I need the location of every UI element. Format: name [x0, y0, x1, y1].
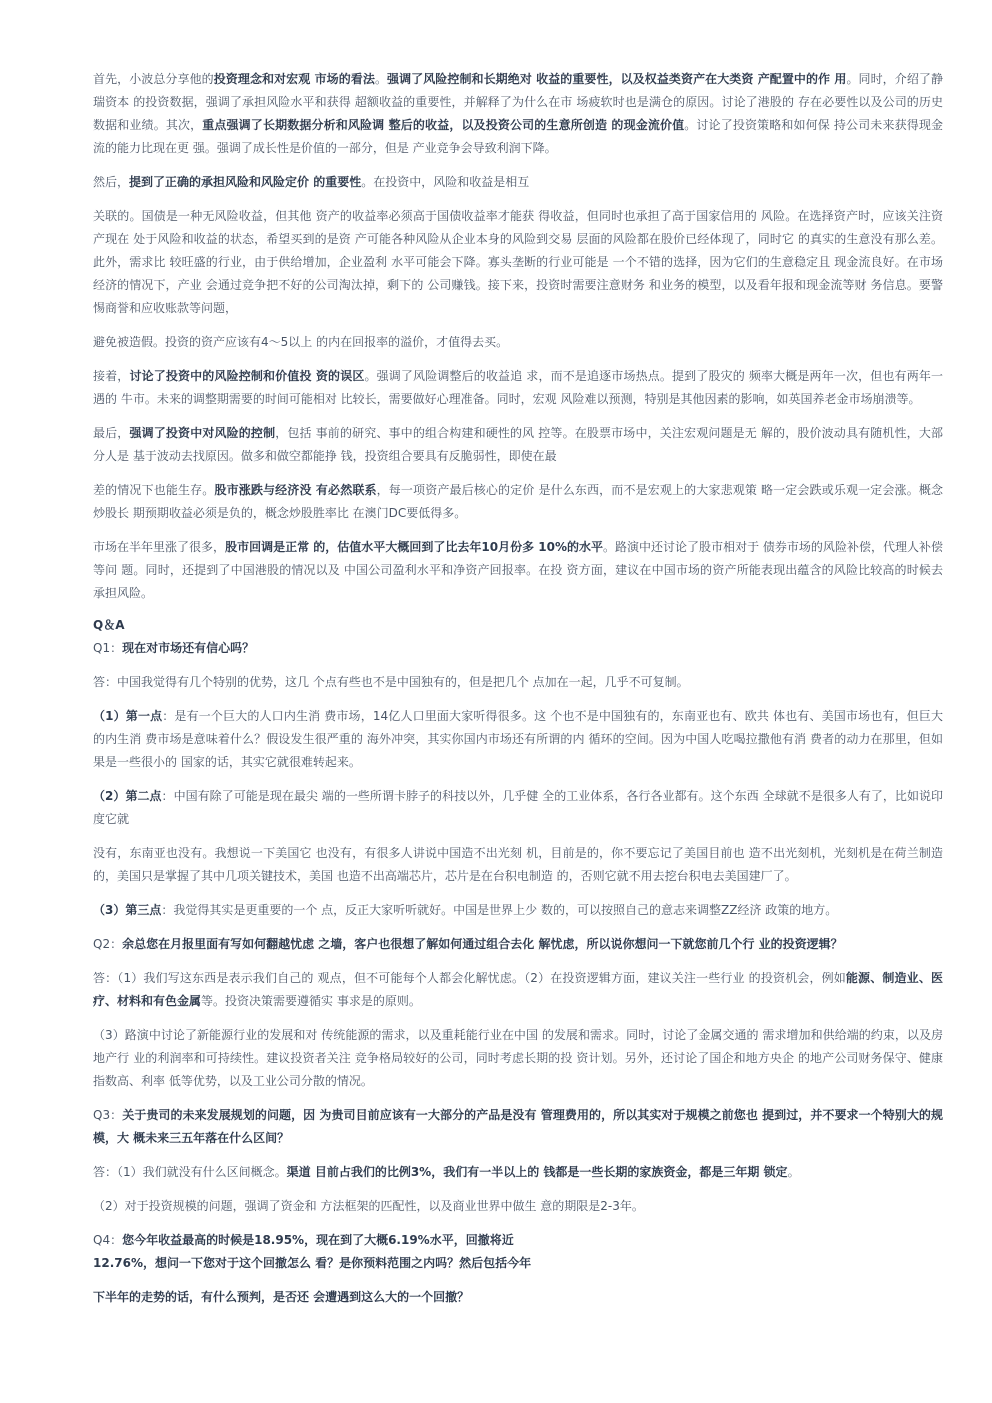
text-run: ，每一项资产最后核心的定价 是什么东西，而不是宏观上的大家悲观策 略一定会跌或乐观一定会涨。概念炒股长 期预期收益必须是负的，概念炒股胜率比 在澳门DC要低得多。 [93, 483, 943, 520]
paragraph [93, 785, 943, 831]
bold-text: 能源、制造业、医疗、材料和有色金属 [93, 971, 943, 1008]
bold-text: 12.76%，想问一下您对于这个回撤怎么 看？是你预料范围之内吗？然后包括今年 [93, 1256, 532, 1270]
text-run: Q3： [93, 1108, 123, 1122]
text-run: 。强调了风险调整后的收益追 求，而不是追逐市场热点。提到了股灾的 频率大概是两年一次，但也有两年一遇的 牛市。未来的调整期需要的时间可能相对 比较长，需要做好心理准备。同时，宏观 风险难以预测，特别是其他因素的影响，如英国养老金市场崩溃等。 [93, 369, 943, 406]
bold-text: 余总您在月报里面有写如何翻越忧虑 之墙，客户也很想了解如何通过组合去化 解忧虑，所以说你想问一下就您前几个行 业的投资逻辑？ [122, 937, 843, 951]
bold-text: 关于贵司的未来发展规划的问题，因 为贵司目前应该有一大部分的产品是没有 管理费用的，所以其实对于规模之前您也 提到过，并不要求一个特别大的规模，大 概未来三五年落在什么区间？ [93, 1108, 943, 1145]
paragraph [93, 205, 943, 320]
text-run: （2）对于投资规模的问题，强调了资金和 方法框架的匹配性，以及商业世界中做生 意的期限是2-3年。 [93, 1199, 644, 1213]
bold-text: 您今年收益最高的时候是18.95%，现在到了大概6.19%水平，回撤将近 [122, 1233, 514, 1247]
text-run: 没有，东南亚也没有。我想说一下美国它 也没有，有很多人讲说中国造不出光刻 机，目前是的，你不要忘记了美国目前也 造不出光刻机，光刻机是在荷兰制造的，美国只是掌握了其中几项关键技术，美国 也造不出高端芯片，芯片是在台积电制造 的，否则它就不用去挖台积电去美国建厂了。 [93, 846, 943, 883]
bold-text: 下半年的走势的话，有什么预判，是否还 会遭遇到这么大的一个回撤？ [93, 1290, 470, 1304]
text-run: 首先，小波总分享他的 [93, 72, 214, 86]
bold-text: （1）第一点 [93, 709, 163, 723]
paragraph [93, 331, 943, 354]
paragraph [93, 536, 943, 605]
bold-text: 渠道 目前占我们的比例3%，我们有一半以上的 钱都是一些长期的家族资金，都是三年期 锁定 [286, 1165, 788, 1179]
paragraph [93, 365, 943, 411]
bold-text: 现在对市场还有信心吗？ [122, 641, 255, 655]
paragraph [93, 1161, 943, 1184]
bold-text: 股市回调是正常 的，估值水平大概回到了比去年10月份多 10%的水平 [225, 540, 604, 554]
bold-text: （2）第二点 [93, 789, 162, 803]
text-run: 市场在半年里涨了很多， [93, 540, 226, 554]
text-run: 等。投资决策需要遵循实 事求是的原则。 [201, 994, 421, 1008]
text-run: （3）路演中讨论了新能源行业的发展和对 传统能源的需求，以及重耗能行业在中国 的发展和需求。同时，讨论了金属交通的 需求增加和供给端的约束，以及房地产行 业的利润率和可持续性。建议投资者关注 竞争格局较好的公司，同时考虑长期的投 资计划。另外，还讨论了国企和地方央企 的地产公司财务保守、健康指数高、利率 低等优势，以及工业公司分散的情况。 [93, 1028, 943, 1088]
paragraph [93, 479, 943, 525]
text-run: 。同时，介绍了静瑞资本 的投资数据，强调了承担风险水平和获得 超额收益的重要性，并解释了为什么在市 场疲软时也是满仓的原因。讨论了港股的 存在必要性以及公司的历史数据和业绩。其次， [93, 72, 943, 132]
bold-text: 重点强调了长期数据分析和风险调 整后的收益，以及投资公司的生意所创造 的现金流价值 [202, 118, 685, 132]
text-run: 。 [787, 1165, 800, 1179]
paragraph [93, 1024, 943, 1093]
paragraph [93, 422, 943, 468]
text-run: 接着， [93, 369, 130, 383]
text-run: ，包括 事前的研究、事中的组合构建和硬性的风 控等。在股票市场中，关注宏观问题是无 解的，股价波动具有随机性，大部分人是 基于波动去找原因。做多和做空都能挣 钱，投资组合要具有反脆弱性，即使在最 [93, 426, 943, 463]
text-run: 。 [374, 72, 388, 86]
text-run: 关联的。国债是一种无风险收益，但其他 资产的收益率必须高于国债收益率才能获 得收益，但同时也承担了高于国家信用的 风险。在选择资产时，应该关注资产现在 处于风险和收益的状态，希望买到的是资 产可能各种风险从企业本身的风险到交易 层面的风险都在股价已经体现了，同时它 的真实的生意没有那么差。此外，需求比 较旺盛的行业，由于供给增加，企业盈利 水平可能会下降。寡头垄断的行业可能是 一个不错的选择，因为它们的生意稳定且 现金流良好。在市场经济的情况下，产业 会通过竞争把不好的公司淘汰掉，剩下的 公司赚钱。接下来，投资时需要注意财务 和业务的模型，以及看年报和现金流等财 务信息。要警惕商誉和应收账款等问题， [93, 209, 943, 315]
paragraph [93, 671, 943, 694]
text-run: 答：（1）我们写这东西是表示我们自己的 观点，但不可能每个人都会化解忧虑。（2）在投资逻辑方面，建议关注一些行业 的投资机会，例如 [93, 971, 846, 985]
text-run: 差的情况下也能生存。 [93, 483, 215, 497]
document-body [93, 68, 943, 1309]
paragraph [93, 1104, 943, 1150]
text-run: 。讨论了投资策略和如何保 持公司未来获得现金流的能力比现在更 强。强调了成长性是价值的一部分，但是 产业竞争会导致利润下降。 [93, 118, 943, 155]
text-run: 。在投资中，风险和收益是相互 [361, 175, 530, 189]
bold-text: （3）第三点 [93, 903, 162, 917]
paragraph [93, 68, 943, 160]
bold-text: 投资理念和对宏观 市场的看法 [213, 72, 375, 86]
paragraph [93, 1252, 943, 1275]
bold-text: 讨论了投资中的风险控制和价值投 资的误区 [129, 369, 365, 383]
text-run: 。路演中还讨论了股市相对于 债券市场的风险补偿，代理人补偿等问 题。同时，还提到了中国港股的情况以及 中国公司盈利水平和净资产回报率。在投 资方面，建议在中国市场的资产所能表现出蕴含的风险比较高的时候去承担风险。 [93, 540, 943, 600]
bold-text: 强调了投资中对风险的控制 [129, 426, 276, 440]
text-run: Q4： [93, 1233, 123, 1247]
text-run: ：中国有除了可能是现在最尖 端的一些所谓卡脖子的科技以外，几乎健 全的工业体系，各行各业都有。这个东西 全球就不是很多人有了，比如说印度它就 [93, 789, 944, 826]
paragraph [93, 1229, 943, 1252]
text-run: 答：中国我觉得有几个特别的优势，这几 个点有些也不是中国独有的，但是把几个 点加在一起，几乎不可复制。 [93, 675, 689, 689]
text-run: Q2： [93, 937, 123, 951]
bold-text: 强调了风险控制和长期绝对 收益的重要性，以及权益类资产在大类资 产配置中的作 用 [387, 72, 847, 86]
qa-heading [93, 614, 943, 637]
paragraph [93, 933, 943, 956]
text-run: 避免被造假。投资的资产应该有4～5以上 的内在回报率的溢价，才值得去买。 [93, 335, 509, 349]
text-run: ：是有一个巨大的人口内生消 费市场，14亿人口里面大家听得很多。这 个也不是中国独有的，东南亚也有、欧共 体也有、美国市场也有，但巨大的内生消 费市场是意味着什么？假设发生很严重的 海外冲突，其实你国内市场还有所谓的内 循环的空间。因为中国人吃喝拉撒他有消 费者的动力在那里，但如果是一些很小的 国家的话，其实它就很难转起来。 [93, 709, 943, 769]
bold-text: Q＆A [93, 618, 125, 632]
text-run: ：我觉得其实是更重要的一个 点，反正大家听听就好。中国是世界上少 数的，可以按照自己的意志来调整ZZ经济 政策的地方。 [161, 903, 838, 917]
text-run: 然后， [93, 175, 130, 189]
paragraph [93, 1286, 943, 1309]
text-run: 答：（1）我们就没有什么区间概念。 [93, 1165, 287, 1179]
paragraph [93, 967, 943, 1013]
text-run: 最后， [93, 426, 130, 440]
paragraph [93, 842, 943, 888]
paragraph [93, 171, 943, 194]
paragraph [93, 705, 943, 774]
paragraph [93, 899, 943, 922]
bold-text: 提到了正确的承担风险和风险定价 的重要性 [129, 175, 362, 189]
paragraph [93, 1195, 943, 1218]
bold-text: 股市涨跌与经济没 有必然联系 [214, 483, 377, 497]
paragraph [93, 637, 943, 660]
text-run: Q1： [93, 641, 123, 655]
